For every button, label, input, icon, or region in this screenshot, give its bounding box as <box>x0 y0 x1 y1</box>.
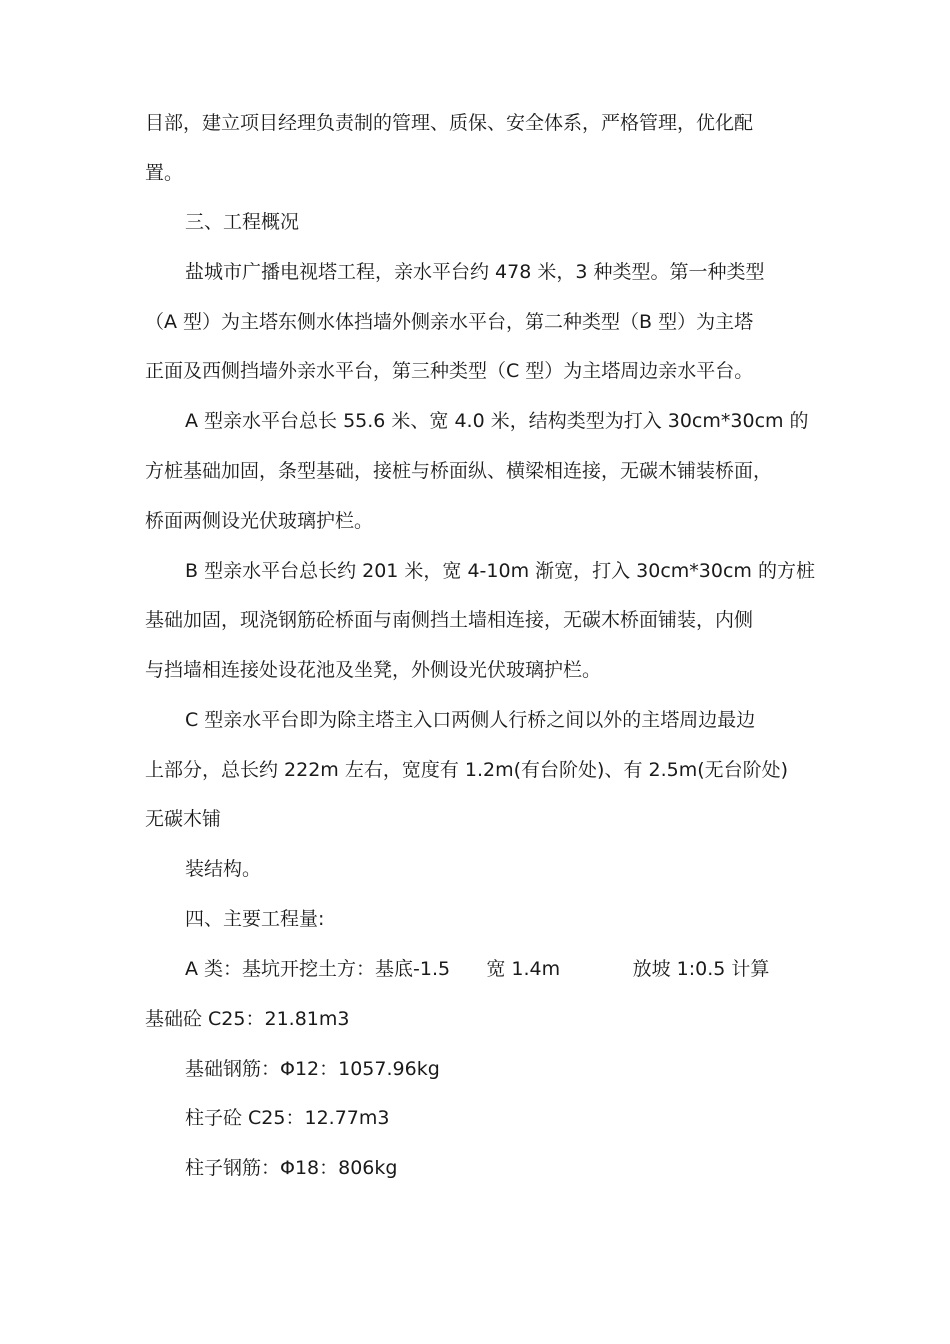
paragraph-line: 无碳木铺 <box>145 808 222 830</box>
paragraph-line: 盐城市广播电视塔工程，亲水平台约 478 米，3 种类型。第一种类型 <box>185 261 765 283</box>
quantity-line: 柱子钢筋：Φ18：806kg <box>185 1157 398 1179</box>
quantity-line: 基础钢筋：Φ12：1057.96kg <box>185 1058 440 1080</box>
paragraph-line: C 型亲水平台即为除主塔主入口两侧人行桥之间以外的主塔周边最边 <box>185 709 756 731</box>
paragraph-line: 方桩基础加固，条型基础，接桩与桥面纵、横梁相连接，无碳木铺装桥面， <box>145 460 773 482</box>
paragraph-line: 上部分，总长约 222m 左右，宽度有 1.2m(有台阶处)、有 2.5m(无台阶处) <box>145 759 789 781</box>
paragraph-line: 目部，建立项目经理负责制的管理、质保、安全体系，严格管理，优化配 <box>145 112 754 134</box>
section-heading: 三、工程概况 <box>185 211 300 233</box>
paragraph-line: 桥面两侧设光伏玻璃护栏。 <box>145 510 374 532</box>
paragraph-line: 基础加固，现浇钢筋砼桥面与南侧挡土墙相连接，无碳木桥面铺装，内侧 <box>145 609 754 631</box>
section-heading: 四、主要工程量: <box>185 908 325 930</box>
paragraph-line: 置。 <box>145 162 184 184</box>
paragraph-line: 装结构。 <box>185 858 262 880</box>
paragraph-line: 正面及西侧挡墙外亲水平台，第三种类型（C 型）为主塔周边亲水平台。 <box>145 360 754 382</box>
paragraph-line: A 型亲水平台总长 55.6 米、宽 4.0 米，结构类型为打入 30cm*30cm 的 <box>185 410 809 432</box>
quantity-line: 基础砼 C25：21.81m3 <box>145 1008 350 1030</box>
paragraph-line: B 型亲水平台总长约 201 米，宽 4-10m 渐宽，打入 30cm*30cm 的方桩 <box>185 560 815 582</box>
paragraph-line: （A 型）为主塔东侧水体挡墙外侧亲水平台，第二种类型（B 型）为主塔 <box>145 311 754 333</box>
paragraph-line: 与挡墙相连接处设花池及坐凳，外侧设光伏玻璃护栏。 <box>145 659 602 681</box>
quantity-line: A 类：基坑开挖土方：基底-1.5 宽 1.4m 放坡 1:0.5 计算 <box>185 958 770 980</box>
quantity-line: 柱子砼 C25：12.77m3 <box>185 1107 390 1129</box>
